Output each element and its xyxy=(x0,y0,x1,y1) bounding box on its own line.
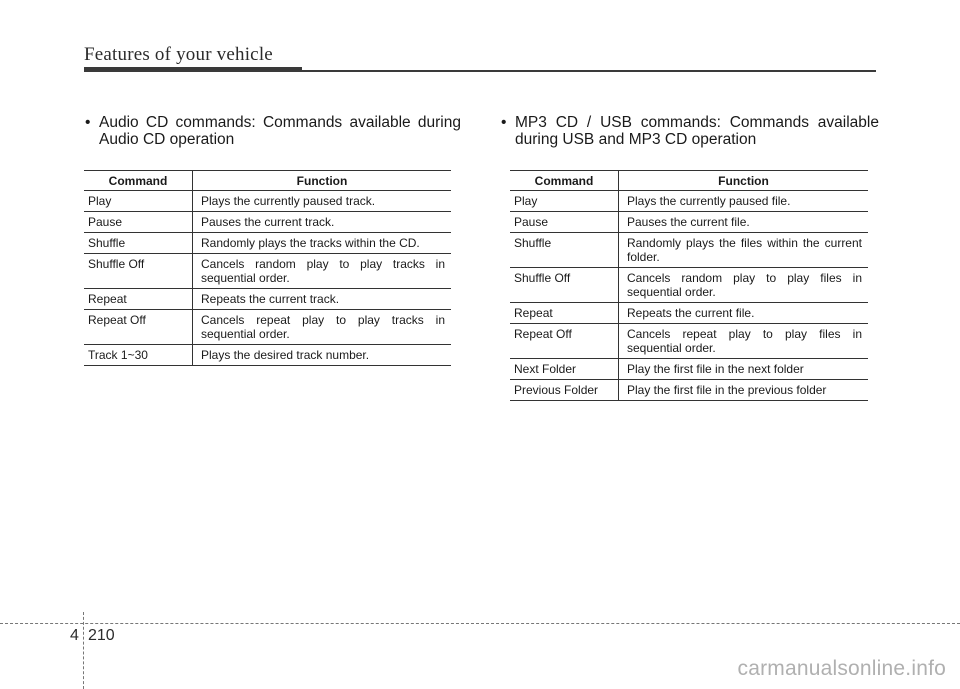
footer-dashed-divider xyxy=(83,612,84,689)
page-header-title: Features of your vehicle xyxy=(84,44,273,65)
command-cell: Repeat xyxy=(510,303,619,324)
table-header-row xyxy=(510,171,868,191)
watermark: carmanualsonline.info xyxy=(737,657,946,680)
function-text: Plays the currently paused track. xyxy=(201,194,376,208)
audio-cd-intro-text: Audio CD commands: Commands available during Audio CD operation xyxy=(99,114,461,148)
command-cell: Shuffle xyxy=(510,233,619,268)
audio-cd-intro xyxy=(85,114,461,148)
table-row xyxy=(510,212,868,233)
function-cell xyxy=(619,303,869,324)
function-cell xyxy=(193,289,452,310)
column-header-command: Command xyxy=(510,171,619,191)
function-cell xyxy=(619,268,869,303)
audio-cd-command-table xyxy=(84,170,451,366)
function-cell xyxy=(193,310,452,345)
bullet-icon: • xyxy=(85,114,91,131)
table-row xyxy=(510,303,868,324)
column-header-function: Function xyxy=(619,171,869,191)
table-row xyxy=(84,191,451,212)
function-text: Play the first file in the previous folder xyxy=(627,383,827,397)
function-text: Cancels repeat play to play files in sequential order. xyxy=(627,327,862,355)
mp3-usb-intro-text: MP3 CD / USB commands: Commands available during USB and MP3 CD operation xyxy=(515,114,879,148)
function-text: Plays the desired track number. xyxy=(201,348,370,362)
function-cell xyxy=(619,380,869,401)
function-cell xyxy=(193,212,452,233)
function-cell xyxy=(619,212,869,233)
footer-dashed-rule xyxy=(0,623,960,624)
mp3-usb-intro xyxy=(501,114,879,148)
column-header-function: Function xyxy=(193,171,452,191)
table-row xyxy=(510,268,868,303)
bullet-icon: • xyxy=(501,114,507,131)
function-cell xyxy=(619,359,869,380)
command-cell: Shuffle Off xyxy=(510,268,619,303)
command-cell: Previous Folder xyxy=(510,380,619,401)
function-cell xyxy=(193,254,452,289)
table-row xyxy=(84,233,451,254)
table-row xyxy=(84,289,451,310)
table-header-row xyxy=(84,171,451,191)
mp3-usb-command-table xyxy=(510,170,868,401)
function-text: Play the first file in the next folder xyxy=(627,362,804,376)
function-cell xyxy=(619,324,869,359)
function-cell xyxy=(193,233,452,254)
function-text: Repeats the current track. xyxy=(201,292,340,306)
function-text: Cancels repeat play to play tracks in sequential order. xyxy=(201,313,445,341)
table-row xyxy=(510,324,868,359)
function-cell xyxy=(193,191,452,212)
page-number: 210 xyxy=(88,627,115,644)
function-cell xyxy=(193,345,452,366)
function-text: Cancels random play to play tracks in sequential order. xyxy=(201,257,445,285)
command-cell: Repeat Off xyxy=(84,310,193,345)
table-row xyxy=(84,310,451,345)
function-text: Pauses the current file. xyxy=(627,215,750,229)
table-row xyxy=(510,233,868,268)
table-row xyxy=(84,254,451,289)
command-cell: Next Folder xyxy=(510,359,619,380)
header-rule-thin xyxy=(302,70,876,72)
table-row xyxy=(510,380,868,401)
function-text: Plays the currently paused file. xyxy=(627,194,791,208)
function-cell xyxy=(619,191,869,212)
function-text: Repeats the current file. xyxy=(627,306,755,320)
table-row xyxy=(84,345,451,366)
table-row xyxy=(510,191,868,212)
function-cell xyxy=(619,233,869,268)
table-row xyxy=(510,359,868,380)
command-cell: Play xyxy=(510,191,619,212)
command-cell: Repeat xyxy=(84,289,193,310)
function-text: Randomly plays the tracks within the CD. xyxy=(201,236,420,250)
header-rule-thick xyxy=(84,67,302,72)
function-text: Cancels random play to play files in sequential order. xyxy=(627,271,862,299)
command-cell: Repeat Off xyxy=(510,324,619,359)
command-cell: Shuffle Off xyxy=(84,254,193,289)
column-header-command: Command xyxy=(84,171,193,191)
command-cell: Track 1~30 xyxy=(84,345,193,366)
command-cell: Pause xyxy=(84,212,193,233)
command-cell: Pause xyxy=(510,212,619,233)
chapter-number: 4 xyxy=(70,627,79,644)
function-text: Randomly plays the files within the current folder. xyxy=(627,236,862,264)
command-cell: Shuffle xyxy=(84,233,193,254)
command-cell: Play xyxy=(84,191,193,212)
table-row xyxy=(84,212,451,233)
function-text: Pauses the current track. xyxy=(201,215,335,229)
